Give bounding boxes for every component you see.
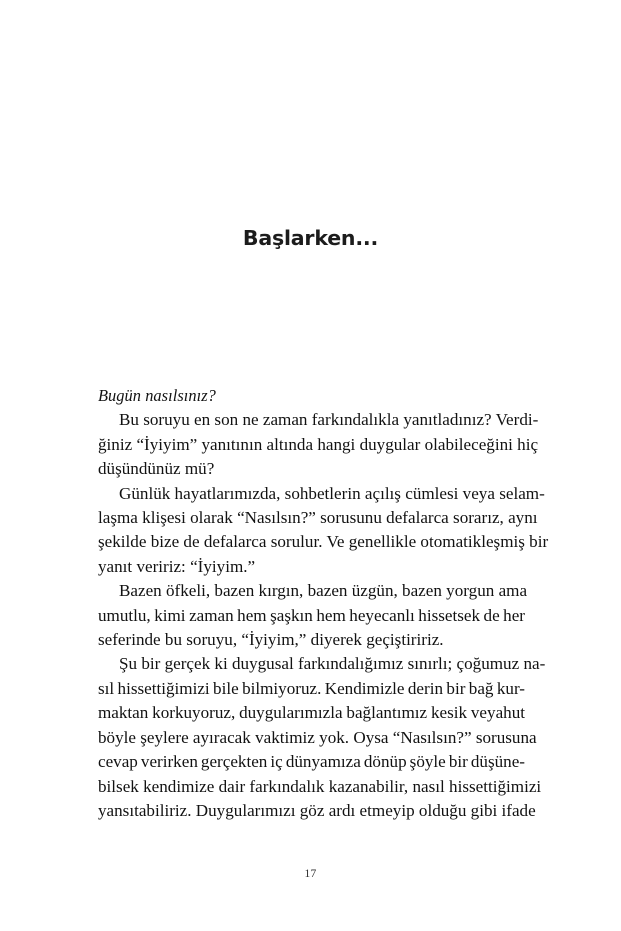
text-line: [98, 750, 525, 774]
text-line-content: sıl hissettiğimizi bile bilmiyoruz. Kendimizle derin bir bağ kur-: [98, 678, 525, 698]
text-line: [98, 506, 538, 530]
text-line-content: Bu soruyu en son ne zaman farkındalıkla yanıtladınız? Verdi-: [119, 410, 539, 430]
page-title: Başlarken...: [242, 225, 379, 250]
text-line-content: maktan korkuyoruz, duygularımızla bağlantımız kesik veyahut: [98, 703, 525, 723]
text-line: [98, 457, 525, 481]
text-line: [98, 555, 525, 579]
text-line-content: böyle şeylere ayıracak vaktimiz yok. Oysa “Nasılsın?” sorusuna: [98, 727, 537, 747]
text-line: [98, 799, 536, 823]
text-line-content: cevap verirken gerçekten iç dünyamıza dönüp şöyle bir düşüne-: [98, 752, 525, 772]
text-line-content: Şu bir gerçek ki duygusal farkındalığımız sınırlı; çoğumuz na-: [119, 654, 546, 674]
text-line: [98, 482, 545, 506]
text-line: [98, 775, 542, 799]
text-line: [98, 652, 546, 676]
paragraph-4: [98, 652, 546, 823]
text-line: [98, 433, 539, 457]
text-line-content: seferinde bu soruyu, “İyiyim,” diyerek geçiştiririz.: [98, 630, 444, 650]
text-line: [98, 530, 549, 554]
text-line-content: laşma klişesi olarak “Nasılsın?” sorusunu defalarca sorarız, aynı: [98, 508, 538, 528]
text-line-content: Bazen öfkeli, bazen kırgın, bazen üzgün, bazen yorgun ama: [119, 581, 528, 601]
page-number: 17: [304, 868, 317, 880]
text-line-content: yansıtabiliriz. Duygularımızı göz ardı etmeyip olduğu gibi ifade: [98, 800, 536, 820]
text-line-content: yanıt veririz: “İyiyim.”: [98, 556, 256, 576]
text-line-content: bilsek kendimize dair farkındalık kazanabilir, nasıl hissettiğimizi: [98, 776, 542, 796]
text-line-content: Günlük hayatlarımızda, sohbetlerin açılış cümlesi veya selam-: [119, 483, 545, 503]
text-line: [98, 579, 528, 603]
text-line: [98, 408, 539, 432]
paragraph-2: [98, 482, 549, 580]
text-line-content: ğiniz “İyiyim” yanıtının altında hangi duygular olabileceğini hiç: [98, 434, 539, 454]
text-line-content: düşündünüz mü?: [98, 459, 215, 479]
lead-question: Bugün nasılsınız?: [98, 386, 216, 405]
body-text-column: [98, 384, 549, 823]
text-line-content: umutlu, kimi zaman hem şaşkın hem heyecanlı hissetsek de her: [98, 605, 525, 625]
paragraph-1: [98, 408, 539, 481]
text-line: [98, 701, 525, 725]
text-line: [98, 677, 525, 701]
text-line: [98, 726, 537, 750]
text-line-content: şekilde bize de defalarca sorulur. Ve genellikle otomatikleşmiş bir: [98, 532, 549, 552]
text-line: [98, 604, 525, 628]
paragraph-3: [98, 579, 528, 652]
text-line: [98, 628, 525, 652]
